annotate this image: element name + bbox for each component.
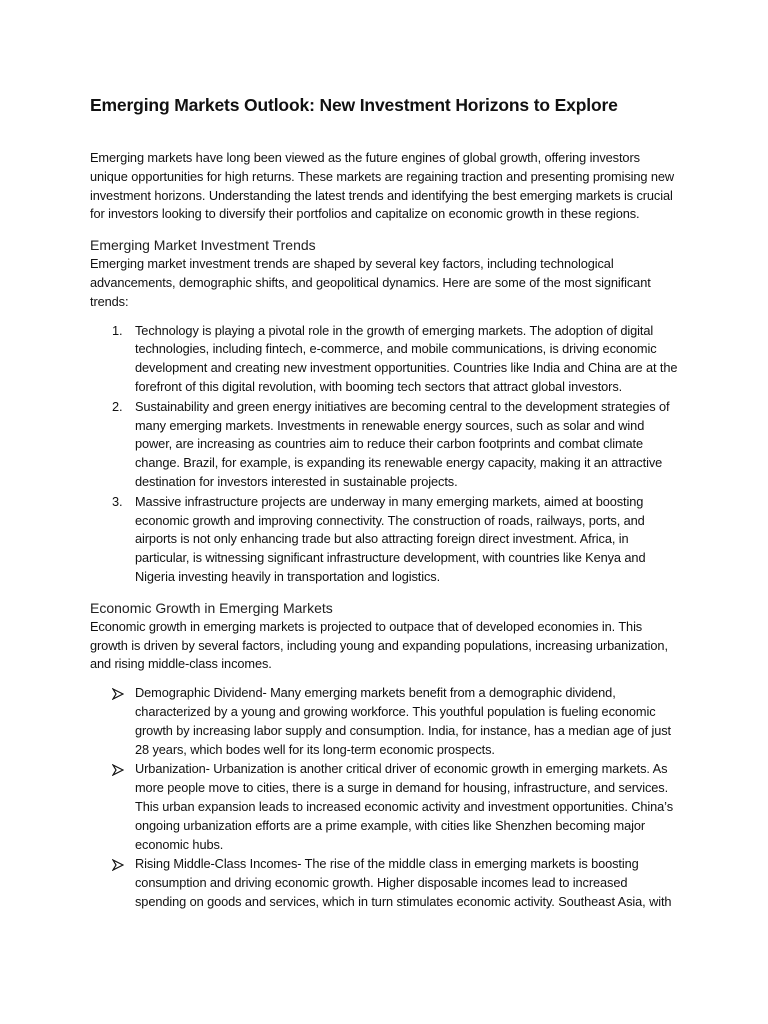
list-item [90, 322, 680, 397]
list-item [90, 398, 680, 492]
list-item-text: Urbanization- Urbanization is another critical driver of economic growth in emerging markets. As more people move to cities, there is a surge in demand for housing, infrastructure, and services. This urban expansion leads to increased economic activity and investment opportunities. China’s ongoing urbanization efforts are a prime example, with cities like Shenzhen becoming major economic hubs. [135, 761, 673, 852]
list-number: 2. [112, 398, 123, 414]
list-item [90, 493, 680, 587]
section-heading-economic-growth: Economic Growth in Emerging Markets [90, 599, 333, 616]
arrow-bullet-icon [112, 859, 124, 871]
list-item-text: Massive infrastructure projects are underway in many emerging markets, aimed at boosting economic growth and improving connectivity. The construction of roads, railways, ports, and airports is not only enhancing trade but also attracting foreign direct investment. Africa, in particular, is witnessing significant infrastructure development, with countries like Kenya and Nigeria investing heavily in transportation and logistics. [135, 493, 646, 584]
arrow-bullet-icon [112, 764, 124, 776]
list-item-text: Rising Middle-Class Incomes- The rise of the middle class in emerging markets is boosting consumption and driving economic growth. Higher disposable incomes lead to increased spending on goods and services, which in turn stimulates economic activity. Southeast Asia, with [135, 856, 672, 909]
list-item-text: Sustainability and green energy initiatives are becoming central to the development strategies of many emerging markets. Investments in renewable energy sources, such as solar and wind power, are increasing as countries aim to reduce their carbon footprints and combat climate change. Brazil, for example, is expanding its renewable energy capacity, making it an attractive destination for investors interested in sustainable projects. [135, 398, 670, 489]
list-item [90, 855, 680, 911]
list-item [90, 684, 680, 759]
section-text-economic-growth: Economic growth in emerging markets is projected to outpace that of developed economies in. This growth is driven by several factors, including young and expanding populations, increasing urbanization, and rising middle-class incomes. [90, 618, 668, 672]
document-content [90, 93, 680, 913]
list-number: 1. [112, 322, 123, 338]
intro-paragraph: Emerging markets have long been viewed as the future engines of global growth, offering investors unique opportunities for high returns. These markets are regaining traction and presenting promising new investment horizons. Understanding the latest trends and identifying the best emerging markets is crucial for investors looking to diversify their portfolios and capitalize on economic growth in these regions. [90, 150, 675, 222]
arrow-bullet-icon [112, 688, 124, 700]
list-item-text: Demographic Dividend- Many emerging markets benefit from a demographic dividend, characterized by a young and growing workforce. This youthful population is fueling economic growth by increasing labor supply and consumption. India, for instance, has a median age of just 28 years, which bodes well for its long-term economic prospects. [135, 685, 672, 757]
document-title: Emerging Markets Outlook: New Investment Horizons to Explore [90, 95, 618, 115]
section-heading-investment-trends: Emerging Market Investment Trends [90, 237, 316, 254]
list-item [90, 760, 680, 854]
section-text-investment-trends: Emerging market investment trends are shaped by several key factors, including technological advancements, demographic shifts, and geopolitical dynamics. Here are some of the most significant trends: [90, 256, 651, 309]
list-item-text: Technology is playing a pivotal role in the growth of emerging markets. The adoption of digital technologies, including fintech, e-commerce, and mobile communications, is driving economic development and creating new investment opportunities. Countries like India and China are at the forefront of this digital revolution, with booming tech sectors that attract global investors. [135, 322, 678, 394]
economic-growth-list [90, 684, 680, 912]
investment-trends-list [90, 322, 680, 587]
list-number: 3. [112, 493, 123, 509]
